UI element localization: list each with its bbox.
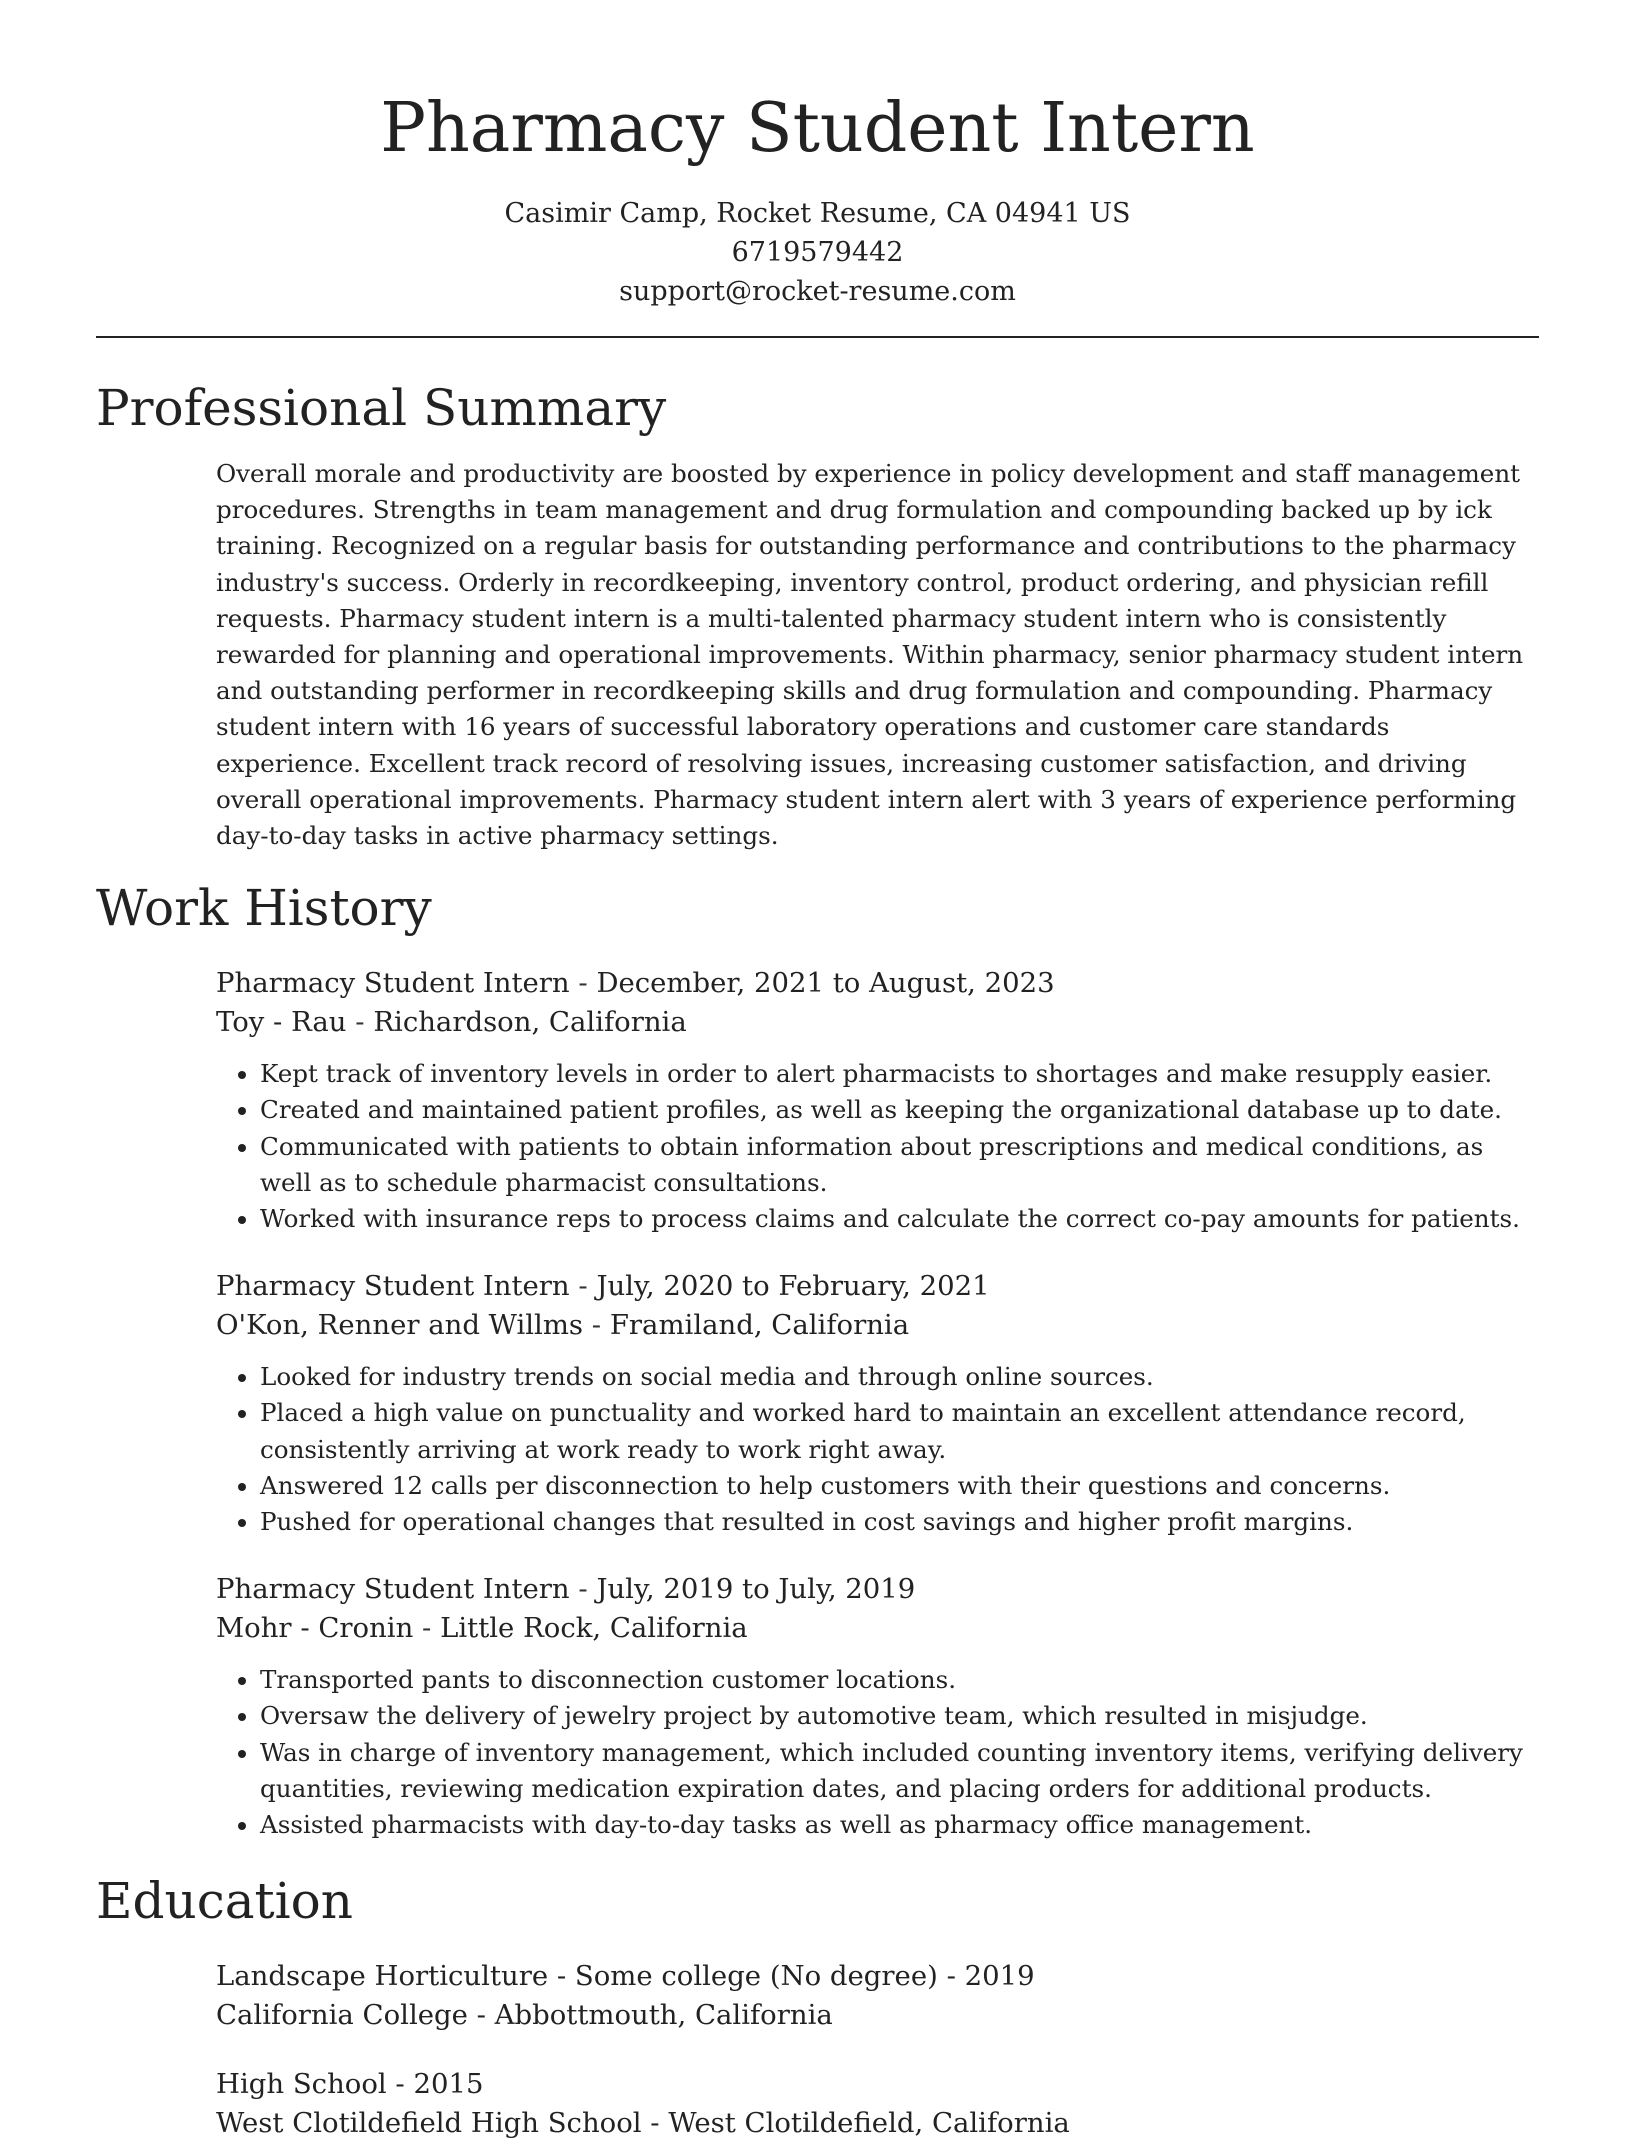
work-history-list bbox=[216, 964, 1539, 1843]
job-bullet: • Placed a high value on punctuality and worked hard to maintain an excellent attendance record, consistently arriving at work ready to work right away. bbox=[260, 1395, 1539, 1467]
separator: - bbox=[569, 1573, 597, 1606]
education-heading: Education bbox=[96, 1872, 353, 1931]
separator: - bbox=[346, 1006, 374, 1039]
job-title: Pharmacy Student Intern bbox=[216, 967, 570, 1000]
job-company-line bbox=[216, 1609, 1539, 1648]
education-school: California College - Abbottmouth, California bbox=[216, 1999, 833, 2032]
job-bullet: • Pushed for operational changes that resulted in cost savings and higher profit margins. bbox=[260, 1504, 1539, 1540]
job-bullet: • Assisted pharmacists with day-to-day tasks as well as pharmacy office management. bbox=[260, 1807, 1539, 1843]
job-bullet: • Looked for industry trends on social media and through online sources. bbox=[260, 1359, 1539, 1395]
job-bullets bbox=[216, 1056, 1539, 1237]
job-dates: July, 2020 to February, 2021 bbox=[596, 1270, 990, 1303]
job-location: Framiland, California bbox=[609, 1309, 910, 1342]
job-dates: December, 2021 to August, 2023 bbox=[596, 967, 1055, 1000]
education-entry bbox=[216, 2065, 1539, 2143]
education-degree: Landscape Horticulture - Some college (No degree) - 2019 bbox=[216, 1960, 1035, 1993]
job-bullet: • Transported pants to disconnection customer locations. bbox=[260, 1662, 1539, 1698]
job-company-line bbox=[216, 1003, 1539, 1042]
job-bullet: • Kept track of inventory levels in order to alert pharmacists to shortages and make resupply easier. bbox=[260, 1056, 1539, 1092]
job-bullet: • Was in charge of inventory management, which included counting inventory items, verifying delivery quantities, reviewing medication expiration dates, and placing orders for additional products. bbox=[260, 1735, 1539, 1807]
separator: - bbox=[569, 967, 597, 1000]
job-title-line bbox=[216, 1570, 1539, 1609]
job-bullet: • Answered 12 calls per disconnection to help customers with their questions and concerns. bbox=[260, 1468, 1539, 1504]
job-bullets bbox=[216, 1662, 1539, 1843]
education-degree: High School - 2015 bbox=[216, 2068, 484, 2101]
summary-heading: Professional Summary bbox=[96, 379, 667, 437]
job-location: Little Rock, California bbox=[440, 1612, 748, 1645]
separator: - bbox=[413, 1612, 441, 1645]
job-location: Richardson, California bbox=[373, 1006, 687, 1039]
job-dates: July, 2019 to July, 2019 bbox=[596, 1573, 916, 1606]
separator: - bbox=[569, 1270, 597, 1303]
education-school: West Clotildefield High School - West Clotildefield, California bbox=[216, 2107, 1070, 2140]
contact-phone: 6719579442 bbox=[731, 237, 904, 268]
job-title: Pharmacy Student Intern bbox=[216, 1270, 570, 1303]
header-divider bbox=[96, 336, 1539, 338]
job-title-line bbox=[216, 1267, 1539, 1306]
contact-address: Casimir Camp, Rocket Resume, CA 04941 US bbox=[504, 198, 1131, 229]
job-bullet: • Oversaw the delivery of jewelry project by automotive team, which resulted in misjudge. bbox=[260, 1698, 1539, 1734]
job-bullets bbox=[216, 1359, 1539, 1540]
job-entry bbox=[216, 964, 1539, 1237]
job-company-line bbox=[216, 1306, 1539, 1345]
job-company: O'Kon, Renner and Willms bbox=[216, 1309, 584, 1342]
job-entry bbox=[216, 1267, 1539, 1540]
job-entry bbox=[216, 1570, 1539, 1843]
contact-block bbox=[96, 194, 1539, 311]
summary-text: Overall morale and productivity are boosted by experience in policy development and staff management procedures. Strengths in team management and drug formulation and compounding backed up by ick training. Recognized on a regular basis for outstanding performance and contributions to the pharmacy industry's success. Orderly in recordkeeping, inventory control, product ordering, and physician refill requests. Pharmacy student intern is a multi-talented pharmacy student intern who is consistently rewarded for planning and operational improvements. Within pharmacy, senior pharmacy student intern and outstanding performer in recordkeeping skills and drug formulation and compounding. Pharmacy student intern with 16 years of successful laboratory operations and customer care standards experience. Excellent track record of resolving issues, increasing customer satisfaction, and driving overall operational improvements. Pharmacy student intern alert with 3 years of experience performing day-to-day tasks in active pharmacy settings. bbox=[216, 459, 1524, 851]
job-title-line bbox=[216, 964, 1539, 1003]
job-company: Mohr - Cronin bbox=[216, 1612, 414, 1645]
work-history-heading: Work History bbox=[96, 879, 432, 938]
job-bullet: • Worked with insurance reps to process claims and calculate the correct co-pay amounts for patients. bbox=[260, 1201, 1539, 1237]
job-bullet: • Communicated with patients to obtain information about prescriptions and medical conditions, as well as to schedule pharmacist consultations. bbox=[260, 1129, 1539, 1201]
education-entry bbox=[216, 1957, 1539, 2035]
resume-title: Pharmacy Student Intern bbox=[380, 89, 1255, 168]
job-company: Toy - Rau bbox=[216, 1006, 347, 1039]
education-list bbox=[216, 1957, 1539, 2143]
resume-page bbox=[96, 0, 1539, 2143]
job-bullet: • Created and maintained patient profiles, as well as keeping the organizational database up to date. bbox=[260, 1092, 1539, 1128]
separator: - bbox=[583, 1309, 610, 1342]
job-title: Pharmacy Student Intern bbox=[216, 1573, 570, 1606]
contact-email: support@rocket-resume.com bbox=[619, 276, 1016, 307]
